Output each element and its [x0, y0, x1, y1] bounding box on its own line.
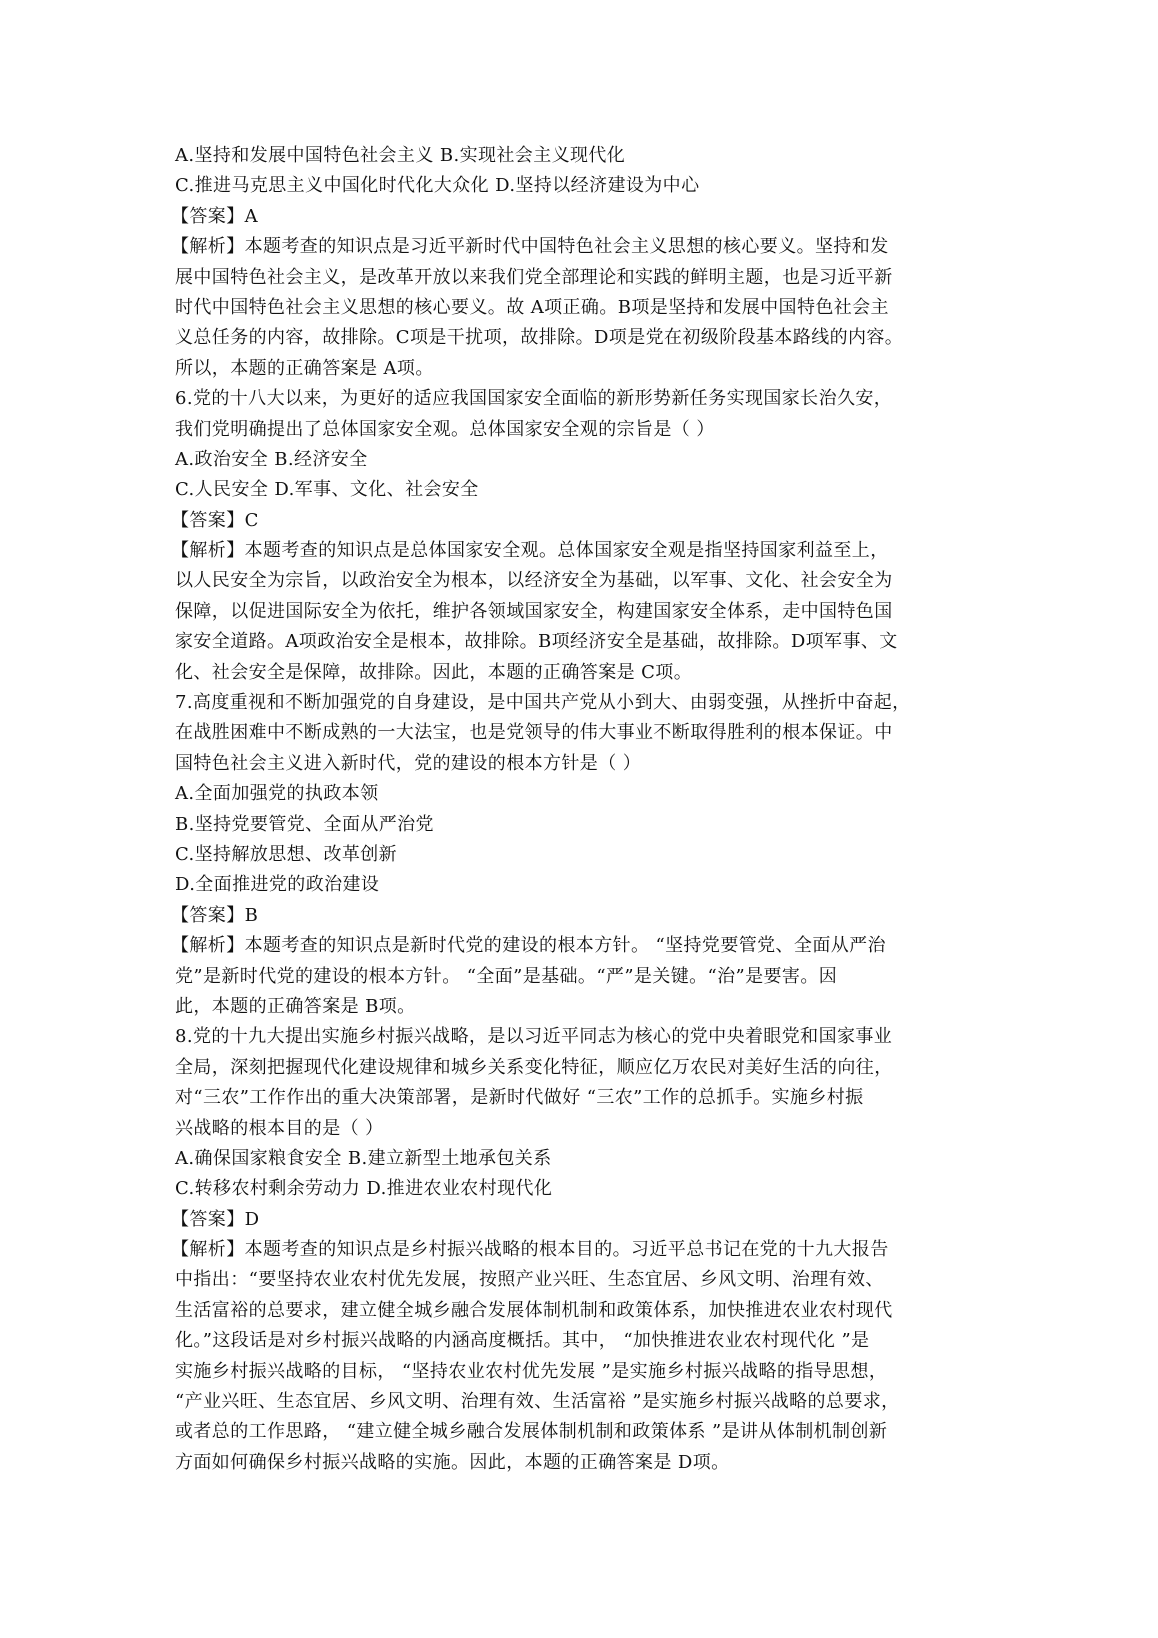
q6-question-line: 我们党明确提出了总体国家安全观。总体国家安全观的宗旨是（ ） [175, 418, 715, 440]
q8-analysis-line: 或者总的工作思路， “建立健全城乡融合发展体制机制和政策体系 ”是讲从体制机制创新 [175, 1421, 888, 1443]
q5-analysis-line: 展中国特色社会主义，是改革开放以来我们党全部理论和实践的鲜明主题，也是习近平新 [175, 266, 893, 288]
q7-question-line: 7.高度重视和不断加强党的自身建设，是中国共产党从小到大、由弱变强，从挫折中奋起， [175, 692, 911, 714]
q8-question-line: 8.党的十九大提出实施乡村振兴战略，是以习近平同志为核心的党中央着眼党和国家事业 [175, 1026, 893, 1048]
q6-option-line: A.政治安全 B.经济安全 [175, 448, 368, 470]
q7-question-line: 国特色社会主义进入新时代，党的建设的根本方针是（ ） [175, 752, 642, 774]
q7-option-line: B.坚持党要管党、全面从严治党 [175, 813, 434, 835]
q8-analysis-line: 【解析】本题考查的知识点是乡村振兴战略的根本目的。习近平总书记在党的十九大报告 [171, 1239, 889, 1261]
q6-question-line: 6.党的十八大以来，为更好的适应我国国家安全面临的新形势新任务实现国家长治久安， [175, 388, 893, 410]
document-page [171, 141, 975, 1478]
q8-question-line: 兴战略的根本目的是（ ） [175, 1117, 384, 1139]
q8-option-line: A.确保国家粮食安全 B.建立新型土地承包关系 [175, 1147, 552, 1169]
q8-analysis-line: 生活富裕的总要求，建立健全城乡融合发展体制机制和政策体系，加快推进农业农村现代 [175, 1299, 893, 1321]
q8-question-line: 全局，深刻把握现代化建设规律和城乡关系变化特征，顺应亿万农民对美好生活的向往， [175, 1056, 893, 1078]
q8-option-line: C.转移农村剩余劳动力 D.推进农业农村现代化 [175, 1178, 553, 1200]
q8-question-line: 对“三农”工作作出的重大决策部署，是新时代做好 “三农”工作的总抓手。实施乡村振 [175, 1087, 864, 1109]
q6-analysis-line: 【解析】本题考查的知识点是总体国家安全观。总体国家安全观是指坚持国家利益至上， [171, 540, 889, 562]
q5-analysis-line: 时代中国特色社会主义思想的核心要义。故 A项正确。B项是坚持和发展中国特色社会主 [175, 296, 889, 318]
q7-answer: 【答案】B [171, 904, 259, 926]
q6-analysis-line: 以人民安全为宗旨，以政治安全为根本，以经济安全为基础，以军事、文化、社会安全为 [175, 570, 893, 592]
q8-analysis-line: “产业兴旺、生态宜居、乡风文明、治理有效、生活富裕 ”是实施乡村振兴战略的总要求， [175, 1391, 900, 1413]
q7-analysis-line: 此，本题的正确答案是 B项。 [175, 995, 416, 1017]
q7-analysis-line: 党”是新时代党的建设的根本方针。 “全面”是基础。“严”是关键。“治”是要害。因 [175, 965, 838, 987]
q5-answer: 【答案】A [171, 205, 258, 227]
q5-analysis-line: 义总任务的内容，故排除。C项是干扰项，故排除。D项是党在初级阶段基本路线的内容。 [175, 327, 904, 349]
q7-option-line: D.全面推进党的政治建设 [175, 874, 380, 896]
q8-analysis-line: 化。”这段话是对乡村振兴战略的内涵高度概括。其中， “加快推进农业农村现代化 ”是 [175, 1330, 870, 1352]
q6-option-line: C.人民安全 D.军事、文化、社会安全 [175, 479, 479, 501]
q8-analysis-line: 方面如何确保乡村振兴战略的实施。因此，本题的正确答案是 D项。 [175, 1451, 730, 1473]
q6-analysis-line: 保障，以促进国际安全为依托，维护各领域国家安全，构建国家安全体系，走中国特色国 [175, 600, 893, 622]
q5-option-line: C.推进马克思主义中国化时代化大众化 D.坚持以经济建设为中心 [175, 175, 700, 197]
q7-option-line: A.全面加强党的执政本领 [175, 783, 379, 805]
q5-option-line: A.坚持和发展中国特色社会主义 B.实现社会主义现代化 [175, 145, 626, 166]
q8-analysis-line: 中指出：“要坚持农业农村优先发展，按照产业兴旺、生态宜居、乡风文明、治理有效、 [175, 1269, 884, 1291]
q7-question-line: 在战胜困难中不断成熟的一大法宝，也是党领导的伟大事业不断取得胜利的根本保证。中 [175, 722, 893, 744]
q6-analysis-line: 化、社会安全是保障，故排除。因此，本题的正确答案是 C项。 [175, 661, 693, 683]
q7-analysis-line: 【解析】本题考查的知识点是新时代党的建设的根本方针。 “坚持党要管党、全面从严治 [171, 935, 886, 957]
q6-answer: 【答案】C [171, 509, 259, 531]
q5-analysis-line: 所以，本题的正确答案是 A项。 [175, 357, 434, 379]
q8-analysis-line: 实施乡村振兴战略的目标， “坚持农业农村优先发展 ”是实施乡村振兴战略的指导思想， [175, 1360, 888, 1382]
q5-analysis-line: 【解析】本题考查的知识点是习近平新时代中国特色社会主义思想的核心要义。坚持和发 [171, 236, 889, 258]
q6-analysis-line: 家安全道路。A项政治安全是根本，故排除。B项经济安全是基础，故排除。D项军事、文 [175, 631, 898, 653]
q7-option-line: C.坚持解放思想、改革创新 [175, 843, 398, 865]
q8-answer: 【答案】D [171, 1208, 260, 1230]
